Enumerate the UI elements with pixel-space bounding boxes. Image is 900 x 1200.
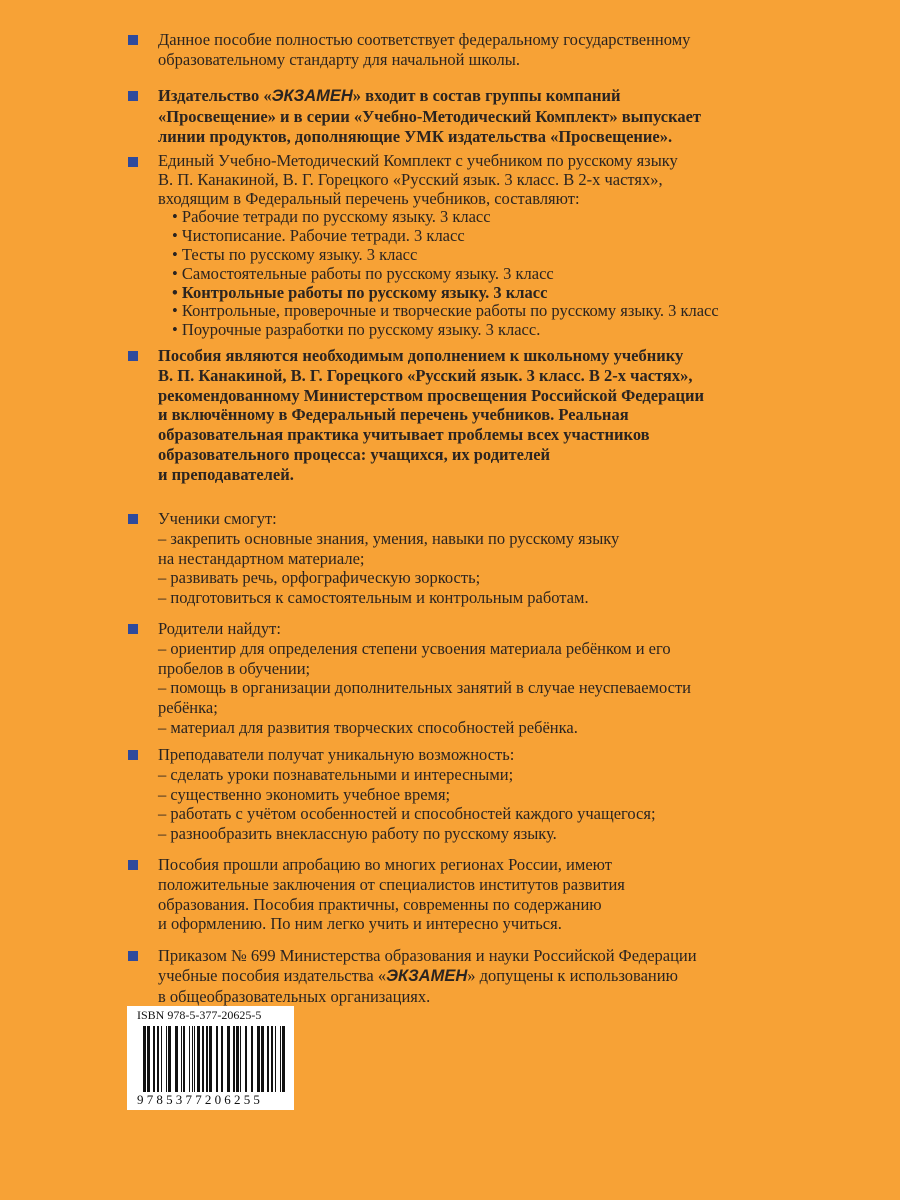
barcode-bar (192, 1026, 193, 1092)
text-line: – сделать уроки познавательными и интересными; (158, 764, 514, 784)
paragraph (158, 346, 858, 485)
bullet-square-icon (128, 860, 138, 870)
text-line: и оформлению. По ним легко учить и интересно учиться. (158, 914, 562, 934)
text-line: ребёнка; (158, 698, 218, 718)
paragraph (158, 946, 858, 1006)
list-item: • Контрольные, проверочные и творческие работы по русскому языку. 3 класс (158, 302, 858, 321)
barcode-bar (236, 1026, 239, 1092)
barcode-bar (161, 1026, 162, 1092)
barcode-bar (233, 1026, 235, 1092)
barcode-bar (240, 1026, 241, 1092)
text-line: – закрепить основные знания, умения, навыки по русскому языку (158, 528, 620, 548)
barcode-bar (245, 1026, 247, 1092)
text-line: «Просвещение» и в серии «Учебно-Методический Комплект» выпускает (158, 106, 702, 126)
list-item: • Чистописание. Рабочие тетради. 3 класс (158, 227, 858, 246)
text-line: – разнообразить внеклассную работу по русскому языку. (158, 824, 557, 844)
paragraph (158, 86, 858, 146)
text-line: – подготовиться к самостоятельным и контрольным работам. (158, 588, 589, 608)
text-line: Данное пособие полностью соответствует федеральному государственному (158, 30, 691, 49)
text-line: на нестандартном материале; (158, 548, 365, 568)
barcode-bar (157, 1026, 159, 1092)
barcode-bar (280, 1026, 281, 1092)
bullet-square-icon (128, 750, 138, 760)
text-line: – помощь в организации дополнительных занятий в случае неуспеваемости (158, 678, 692, 698)
list-item: • Поурочные разработки по русскому языку. 3 класс. (158, 321, 858, 340)
barcode-bar (175, 1026, 178, 1092)
barcode-bar (216, 1026, 218, 1092)
barcode-bar (143, 1026, 146, 1092)
text-line: – ориентир для определения степени усвоения материала ребёнком и его (158, 638, 671, 658)
text-line: – работать с учётом особенностей и способностей каждого учащегося; (158, 804, 656, 824)
barcode-bar (166, 1026, 167, 1092)
text-line: Пособия прошли апробацию во многих регионах России, имеют (158, 855, 612, 874)
text-line: образовательного процесса: учащихся, их родителей (158, 444, 551, 464)
paragraph (158, 152, 858, 340)
text-line: в общеобразовательных организациях. (158, 986, 431, 1006)
barcode-bar (227, 1026, 230, 1092)
text-line: Приказом № 699 Министерства образования и науки Российской Федерации (158, 946, 697, 965)
text-line: Пособия являются необходимым дополнением к школьному учебнику (158, 346, 684, 365)
text-line: В. П. Канакиной, В. Г. Горецкого «Русский язык. 3 класс. В 2-х частях», (158, 365, 693, 385)
text-line: и преподавателей. (158, 464, 294, 484)
list-item: • Контрольные работы по русскому языку. 3 класс (158, 284, 858, 303)
isbn-barcode (127, 1006, 294, 1110)
barcode-bar (251, 1026, 253, 1092)
text-line: В. П. Канакиной, В. Г. Горецкого «Русский язык. 3 класс. В 2-х частях», (158, 169, 663, 189)
barcode-bar (153, 1026, 155, 1092)
list-item: • Рабочие тетради по русскому языку. 3 класс (158, 208, 858, 227)
barcode-bar (271, 1026, 273, 1092)
bullet-square-icon (128, 514, 138, 524)
barcode-bar (168, 1026, 171, 1092)
text-line: образовательная практика учитывает проблемы всех участников (158, 425, 650, 445)
barcode-bar (197, 1026, 200, 1092)
bullet-square-icon (128, 351, 138, 361)
text-line: – материал для развития творческих способностей ребёнка. (158, 717, 578, 737)
text-line: входящим в Федеральный перечень учебников, составляют: (158, 188, 580, 208)
barcode-bar (181, 1026, 182, 1092)
barcode-bar (267, 1026, 269, 1092)
list-item: • Тесты по русскому языку. 3 класс (158, 246, 858, 265)
text-line: Родители найдут: (158, 619, 281, 638)
barcode-bar (261, 1026, 264, 1092)
barcode-bar (189, 1026, 190, 1092)
barcode-bar (183, 1026, 185, 1092)
text-line: Ученики смогут: (158, 509, 277, 528)
barcode-bar (147, 1026, 150, 1092)
barcode-bar (221, 1026, 223, 1092)
barcode-bar (202, 1026, 204, 1092)
isbn-label: ISBN 978-5-377-20625-5 (137, 1008, 262, 1022)
barcode-digits: 9785377206255 (137, 1092, 264, 1107)
barcode-bar (209, 1026, 212, 1092)
text-line: линии продуктов, дополняющие УМК издательства «Просвещение». (158, 126, 673, 146)
text-line: положительные заключения от специалистов институтов развития (158, 874, 625, 894)
bullet-square-icon (128, 157, 138, 167)
bullet-square-icon (128, 624, 138, 634)
paragraph (158, 619, 858, 738)
text-line: образования. Пособия практичны, современны по содержанию (158, 894, 602, 914)
paragraph (158, 30, 858, 70)
text-line: пробелов в обучении; (158, 658, 311, 678)
text-line: Преподаватели получат уникальную возможность: (158, 745, 515, 764)
bullet-square-icon (128, 951, 138, 961)
bullet-square-icon (128, 91, 138, 101)
text-line: и включённому в Федеральный перечень учебников. Реальная (158, 405, 629, 425)
bullet-square-icon (128, 35, 138, 45)
barcode-bar (206, 1026, 208, 1092)
barcode-bar (275, 1026, 276, 1092)
barcode-bars (137, 1026, 287, 1092)
text-line: рекомендованному Министерством просвещения Российской Федерации (158, 385, 705, 405)
text-line: Единый Учебно-Методический Комплект с учебником по русскому языку (158, 151, 678, 170)
text-line: образовательному стандарту для начальной школы. (158, 49, 521, 69)
paragraph (158, 745, 858, 844)
text-line: Издательство «ЭКЗАМЕН» входит в состав группы компаний (158, 86, 621, 105)
barcode-bar (257, 1026, 260, 1092)
list-item: • Самостоятельные работы по русскому языку. 3 класс (158, 265, 858, 284)
text-line: – существенно экономить учебное время; (158, 784, 451, 804)
text-line: – развивать речь, орфографическую зоркость; (158, 568, 481, 588)
barcode-bar (194, 1026, 195, 1092)
paragraph (158, 509, 858, 608)
paragraph (158, 855, 858, 934)
text-line: учебные пособия издательства «ЭКЗАМЕН» допущены к использованию (158, 965, 678, 985)
barcode-bar (282, 1026, 285, 1092)
